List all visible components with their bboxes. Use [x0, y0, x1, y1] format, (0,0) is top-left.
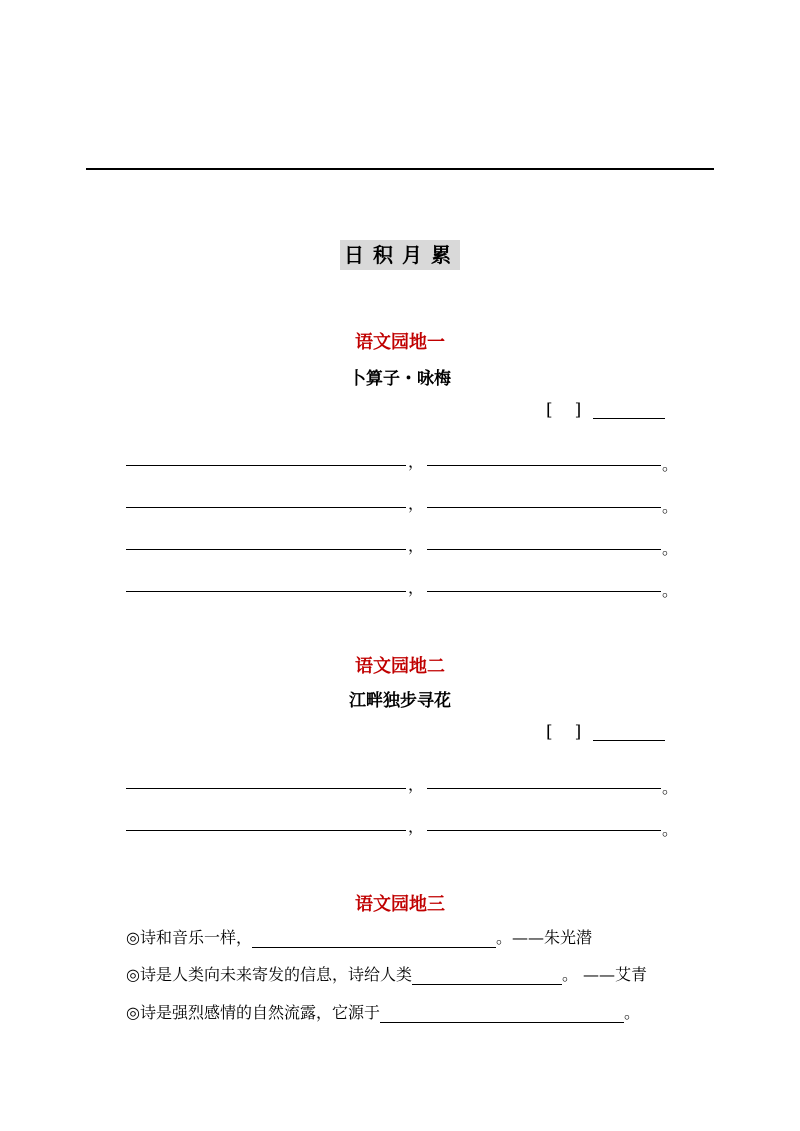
comma: ，	[408, 536, 425, 555]
quote-attribution: 。——朱光潜	[495, 928, 592, 947]
poem-line-blank[interactable]	[126, 465, 406, 466]
comma: ，	[408, 775, 425, 794]
section-title-1: 语文园地一	[355, 332, 445, 353]
quote-attribution: 。 ——艾青	[561, 965, 648, 984]
header-divider	[86, 168, 714, 170]
poem-line-blank[interactable]	[427, 549, 661, 550]
dynasty-bracket-2	[546, 722, 581, 742]
author-blank-2[interactable]	[593, 740, 665, 741]
comma: ，	[408, 452, 425, 471]
quote-text: ◎诗是人类向未来寄发的信息，诗给人类	[126, 965, 412, 984]
poem-line-blank[interactable]	[427, 507, 661, 508]
page-title: 日积月累	[340, 240, 460, 270]
quote-line-3	[126, 1000, 640, 1023]
quote-blank[interactable]	[380, 1006, 624, 1023]
period: 。	[662, 820, 679, 839]
poem-line-blank[interactable]	[427, 465, 661, 466]
comma: ，	[408, 817, 425, 836]
bracket-open: [	[546, 722, 553, 742]
poem-line-blank[interactable]	[126, 788, 406, 789]
comma: ，	[408, 578, 425, 597]
quote-blank[interactable]	[252, 931, 496, 948]
poem-line-blank[interactable]	[126, 591, 406, 592]
period: 。	[662, 778, 679, 797]
poem-line-blank[interactable]	[427, 830, 661, 831]
section-title-2: 语文园地二	[355, 656, 445, 677]
bracket-open: [	[546, 400, 553, 420]
quote-attribution: 。	[623, 1003, 640, 1022]
period: 。	[662, 581, 679, 600]
poem-title-2: 江畔独步寻花	[349, 691, 451, 711]
quote-text: ◎诗和音乐一样，	[126, 928, 252, 947]
quote-blank[interactable]	[412, 968, 562, 985]
period: 。	[662, 539, 679, 558]
quote-line-1	[126, 925, 592, 948]
period: 。	[662, 497, 679, 516]
dynasty-bracket-1	[546, 400, 581, 420]
period: 。	[662, 455, 679, 474]
poem-line-blank[interactable]	[427, 788, 661, 789]
bracket-close: ]	[574, 400, 582, 420]
poem-line-blank[interactable]	[427, 591, 661, 592]
poem-line-blank[interactable]	[126, 507, 406, 508]
bracket-close: ]	[574, 722, 582, 742]
comma: ，	[408, 494, 425, 513]
quote-line-2	[126, 962, 647, 985]
quote-text: ◎诗是强烈感情的自然流露，它源于	[126, 1003, 380, 1022]
poem-line-blank[interactable]	[126, 830, 406, 831]
poem-title-1: 卜算子・咏梅	[349, 369, 451, 389]
section-title-3: 语文园地三	[355, 894, 445, 915]
author-blank-1[interactable]	[593, 418, 665, 419]
poem-line-blank[interactable]	[126, 549, 406, 550]
